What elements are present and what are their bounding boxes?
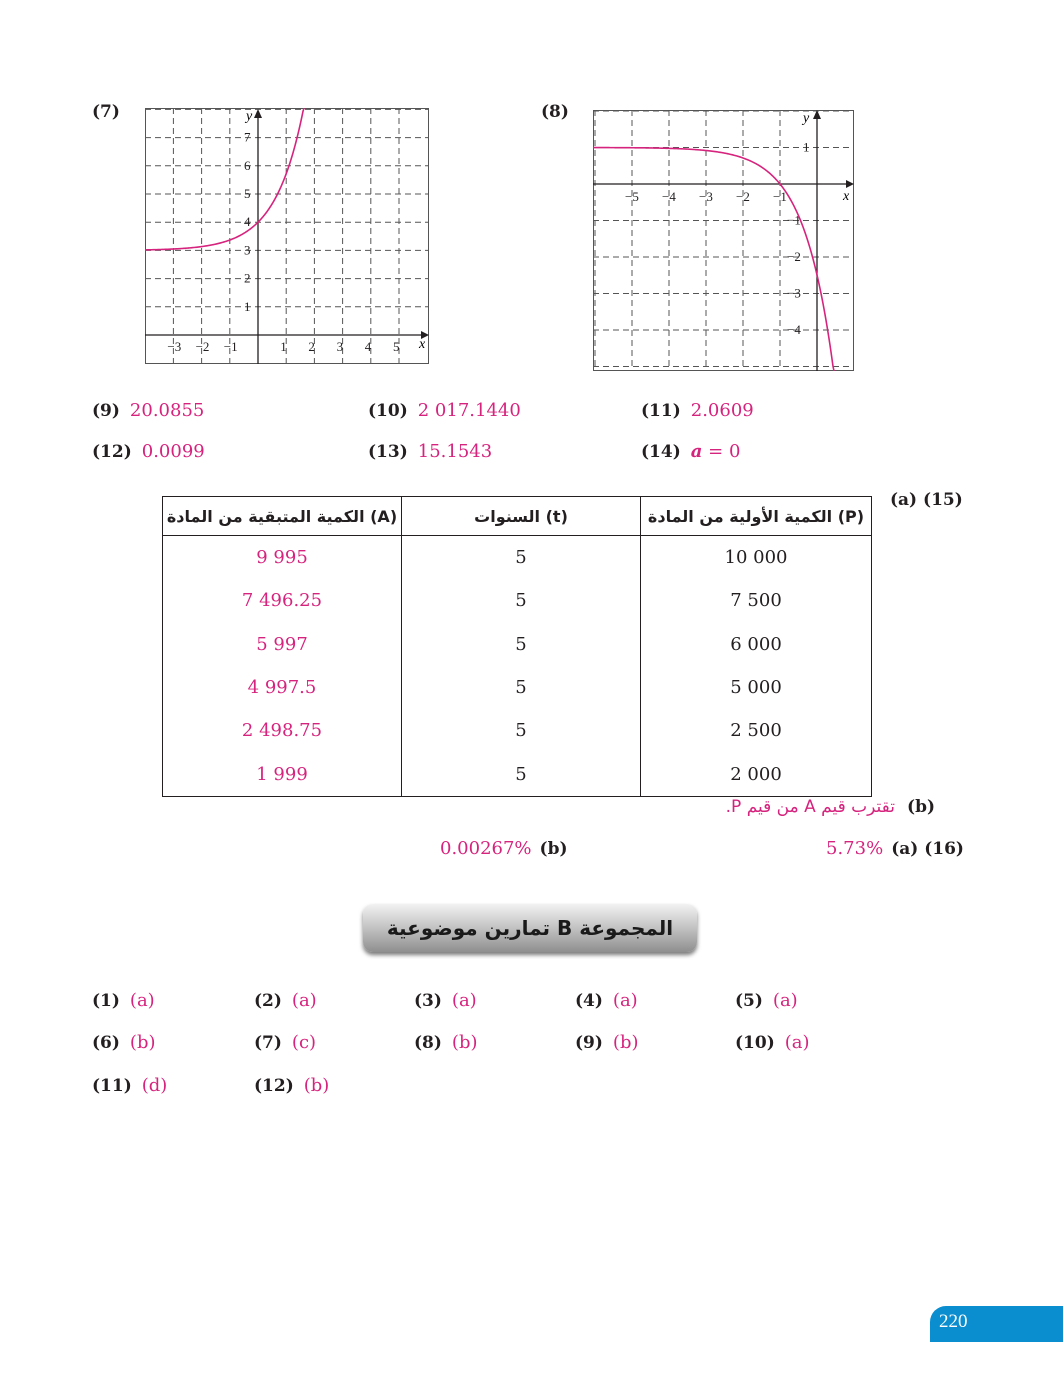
graph-8-y-label: y xyxy=(803,111,810,126)
table-header: السنوات (t) xyxy=(402,497,641,536)
mcq-answer: (3) (a) xyxy=(414,990,477,1011)
q16-a: 5.73% (a) (16) xyxy=(826,838,964,859)
table-cell: 2 000 xyxy=(641,752,872,796)
graph-7-y-tick: 7 xyxy=(244,129,251,145)
mcq-answer: (4) (a) xyxy=(575,990,638,1011)
graph-8-x-tick: −2 xyxy=(736,189,750,204)
graph-7-y-tick: 1 xyxy=(244,298,251,314)
table-cell: 7 500 xyxy=(641,579,872,622)
graph-7-y-label: y xyxy=(246,109,253,124)
table-row xyxy=(163,579,872,622)
graph-7-curve xyxy=(145,108,304,250)
graph-7-y-tick: 5 xyxy=(244,186,251,201)
mcq-answer: (7) (c) xyxy=(254,1032,317,1053)
mcq-answer: (8) (b) xyxy=(414,1032,478,1053)
section-b-banner: المجموعة B تمارين موضوعية xyxy=(363,904,697,952)
graph-8-y-tick: −2 xyxy=(787,249,801,264)
table-cell: 1 999 xyxy=(163,752,402,796)
graph-8-x-tick: −4 xyxy=(662,189,676,204)
graph-8-x-tick: −5 xyxy=(625,189,639,204)
graph-8-x-tick: −1 xyxy=(773,189,787,204)
mcq-answer: (11) (d) xyxy=(92,1075,168,1096)
table-cell: 5 997 xyxy=(163,623,402,666)
table-cell: 2 500 xyxy=(641,709,872,752)
q16-b: 0.00267% (b) xyxy=(440,838,568,859)
table-cell: 2 498.75 xyxy=(163,709,402,752)
table-cell: 5 xyxy=(402,666,641,709)
mcq-answer: (10) (a) xyxy=(735,1032,810,1053)
graph-8-x-tick: −3 xyxy=(699,189,713,204)
table-cell: 5 xyxy=(402,752,641,796)
graph-7-x-tick: 2 xyxy=(308,339,315,354)
graph-7-x-label: x xyxy=(419,337,426,352)
graph-8-label: (8) xyxy=(541,102,569,122)
answer-10: (10) 2 017.1440 xyxy=(368,400,521,421)
graph-7-x-tick: 1 xyxy=(280,339,287,354)
graph-7-x-tick: 4 xyxy=(364,339,372,354)
table-cell: 10 000 xyxy=(641,536,872,580)
table-cell: 5 xyxy=(402,709,641,752)
graph-7-x-tick: −1 xyxy=(223,339,238,354)
table-row xyxy=(163,623,872,666)
table-cell: 5 000 xyxy=(641,666,872,709)
graph-8 xyxy=(593,110,854,371)
table-row xyxy=(163,536,872,580)
table-cell: 5 xyxy=(402,536,641,580)
page-number-tab xyxy=(930,1306,1063,1342)
question-15-label: (a) (15) xyxy=(890,490,963,510)
answer-13: (13) 15.1543 xyxy=(368,441,493,462)
answer-14: (14) a = 0 xyxy=(641,441,741,462)
graph-7-x-tick: 5 xyxy=(393,339,400,354)
q15-b: (b)تقترب قيم A من قيم P. xyxy=(725,797,935,817)
graph-7-y-tick: 2 xyxy=(244,270,251,286)
graph-7 xyxy=(145,108,429,364)
table-cell: 6 000 xyxy=(641,623,872,666)
graph-8-y-tick: −1 xyxy=(787,212,801,228)
graph-7-x-tick: −3 xyxy=(167,339,182,354)
q15-table xyxy=(162,496,872,797)
graph-8-y-tick: −3 xyxy=(787,285,801,301)
graph-7-y-tick: 6 xyxy=(244,157,251,173)
table-row xyxy=(163,709,872,752)
table-cell: 5 xyxy=(402,623,641,666)
table-row xyxy=(163,752,872,796)
graph-8-y-tick: −4 xyxy=(787,322,801,337)
mcq-answer: (1) (a) xyxy=(92,990,155,1011)
table-header: الكمية الأولية من المادة (P) xyxy=(641,497,872,536)
graph-8-y-tick: 1 xyxy=(803,139,810,155)
mcq-answer: (5) (a) xyxy=(735,990,798,1011)
answer-12: (12) 0.0099 xyxy=(92,441,205,462)
table-cell: 9 995 xyxy=(163,536,402,580)
graph-8-x-label: x xyxy=(843,189,850,204)
graph-7-x-tick: 3 xyxy=(336,339,344,354)
graph-7-label: (7) xyxy=(92,102,120,122)
table-cell: 4 997.5 xyxy=(163,666,402,709)
table-cell: 5 xyxy=(402,579,641,622)
graph-7-x-tick: −2 xyxy=(195,339,210,354)
page-number: 220 xyxy=(939,1311,968,1332)
table-cell: 7 496.25 xyxy=(163,579,402,622)
graph-7-y-tick: 4 xyxy=(244,214,251,230)
table-row xyxy=(163,666,872,709)
answer-9: (9) 20.0855 xyxy=(92,400,205,421)
table-header: الكمية المتبقية من المادة (A) xyxy=(163,497,402,536)
mcq-answer: (12) (b) xyxy=(254,1075,330,1096)
mcq-answer: (9) (b) xyxy=(575,1032,639,1053)
mcq-answer: (2) (a) xyxy=(254,990,317,1011)
graph-7-y-tick: 3 xyxy=(244,242,251,258)
answer-11: (11) 2.0609 xyxy=(641,400,754,421)
mcq-answer: (6) (b) xyxy=(92,1032,156,1053)
